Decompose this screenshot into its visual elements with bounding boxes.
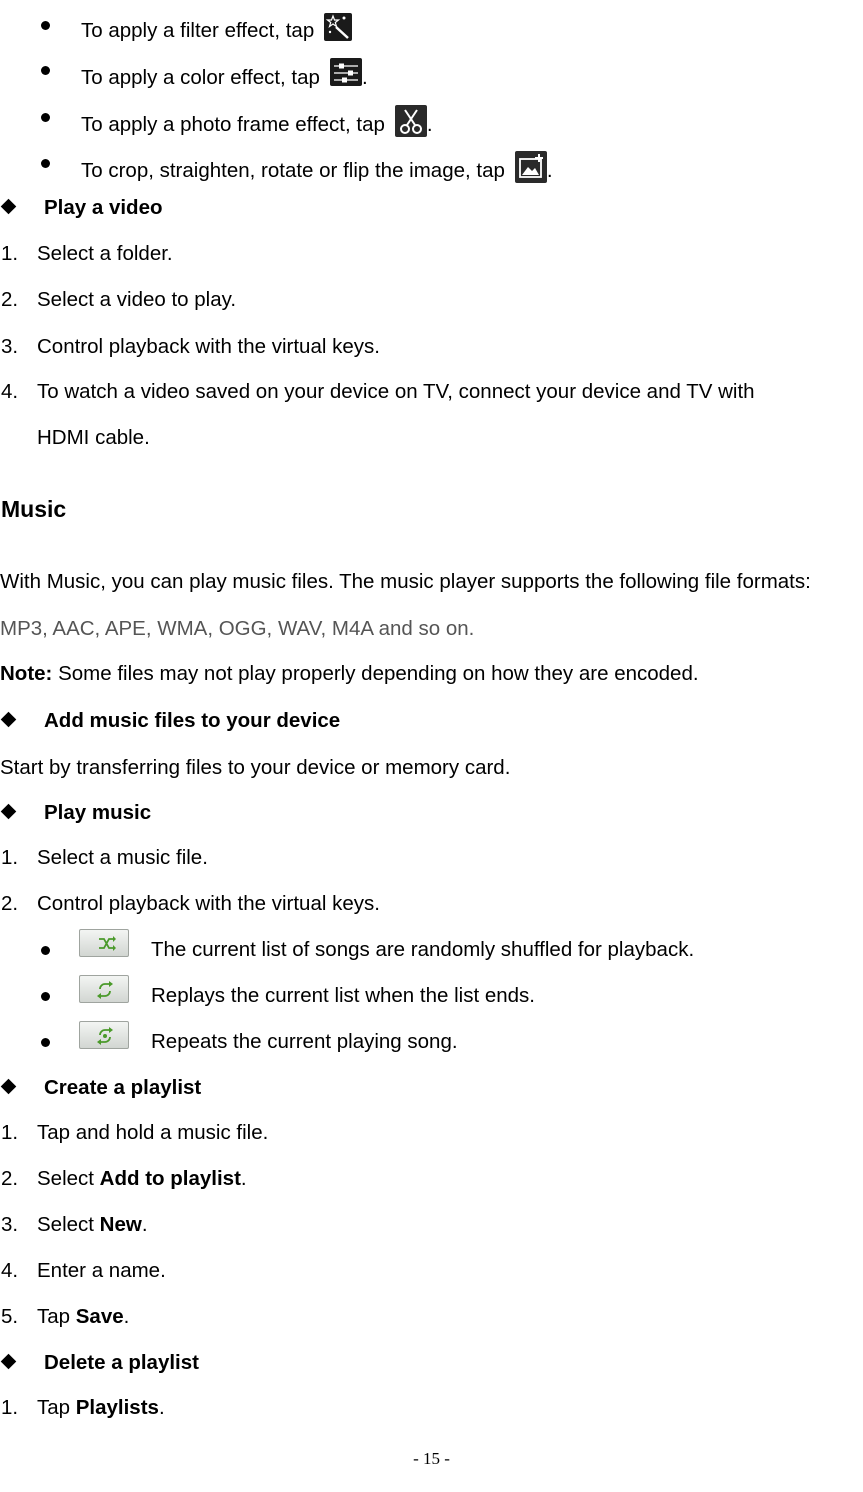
- diamond-bullet-icon: [1, 1079, 17, 1095]
- bullet-text: To apply a filter effect, tap: [81, 13, 352, 43]
- bullet-dot: [41, 113, 50, 122]
- note: [0, 662, 699, 686]
- step-text: Tap Playlists.: [37, 1396, 165, 1419]
- step-number: 2.: [1, 1167, 19, 1190]
- step-text: Enter a name.: [37, 1259, 166, 1282]
- magic-wand-icon: [324, 13, 352, 41]
- step-number: 1.: [1, 242, 19, 265]
- step-number: 1.: [1, 1121, 19, 1144]
- control-item: [0, 984, 863, 1014]
- control-description: Repeats the current playing song.: [151, 1030, 458, 1053]
- step-text: HDMI cable.: [37, 426, 150, 449]
- bullet-dot: [41, 159, 50, 168]
- step-text: Select Add to playlist.: [37, 1167, 247, 1190]
- step-number: 4.: [1, 380, 19, 403]
- step-text: Tap and hold a music file.: [37, 1121, 269, 1144]
- step-number: 2.: [1, 288, 19, 311]
- diamond-bullet-icon: [1, 712, 17, 728]
- step-number: 1.: [1, 1396, 19, 1419]
- bullet-dot: [41, 946, 50, 955]
- control-item: [0, 938, 863, 968]
- scissors-icon: [395, 105, 427, 137]
- step-number: 2.: [1, 892, 19, 915]
- music-formats: MP3, AAC, APE, WMA, OGG, WAV, M4A and so on.: [0, 617, 475, 640]
- step-number: 3.: [1, 1213, 19, 1236]
- note-label: Note:: [0, 662, 53, 685]
- step-text: Select New.: [37, 1213, 148, 1236]
- section-heading-add-music: Add music files to your device: [44, 709, 341, 732]
- diamond-bullet-icon: [1, 804, 17, 820]
- section-heading-create-playlist: Create a playlist: [44, 1076, 202, 1099]
- diamond-bullet-icon: [1, 1354, 17, 1370]
- repeat-one-icon: [79, 1021, 129, 1049]
- section-heading-play-video: Play a video: [44, 196, 163, 219]
- section-heading-play-music: Play music: [44, 801, 152, 824]
- section-title-music: Music: [1, 496, 67, 522]
- step-text: Select a video to play.: [37, 288, 237, 311]
- step-number: 5.: [1, 1305, 19, 1328]
- bullet-dot: [41, 1038, 50, 1047]
- step-text: Select a music file.: [37, 846, 208, 869]
- step-number: 4.: [1, 1259, 19, 1282]
- control-item: [0, 1030, 863, 1060]
- control-description: The current list of songs are randomly shuffled for playback.: [151, 938, 695, 961]
- add-music-text: Start by transferring files to your device or memory card.: [0, 756, 511, 779]
- step-number: 1.: [1, 846, 19, 869]
- bullet-dot: [41, 66, 50, 75]
- step-text: To watch a video saved on your device on TV, connect your device and TV with: [37, 380, 755, 403]
- bullet-text: To apply a color effect, tap .: [81, 58, 368, 90]
- step-text: Tap Save.: [37, 1305, 130, 1328]
- repeat-all-icon: [79, 975, 129, 1003]
- bullet-text: To apply a photo frame effect, tap .: [81, 105, 433, 137]
- step-text: Control playback with the virtual keys.: [37, 335, 380, 358]
- shuffle-icon: [79, 929, 129, 957]
- section-heading-delete-playlist: Delete a playlist: [44, 1351, 199, 1374]
- step-text: Select a folder.: [37, 242, 173, 265]
- crop-image-icon: [515, 151, 547, 183]
- step-number: 3.: [1, 335, 19, 358]
- page-number: - 15 -: [413, 1449, 450, 1468]
- color-sliders-icon: [330, 58, 362, 86]
- step-text: Control playback with the virtual keys.: [37, 892, 380, 915]
- bullet-dot: [41, 21, 50, 30]
- control-description: Replays the current list when the list ends.: [151, 984, 535, 1007]
- bullet-dot: [41, 992, 50, 1001]
- bullet-text: To crop, straighten, rotate or flip the image, tap .: [81, 151, 553, 183]
- note-text: Some files may not play properly depending on how they are encoded.: [58, 662, 699, 685]
- music-intro: With Music, you can play music files. The music player supports the following file formats:: [0, 570, 811, 593]
- diamond-bullet-icon: [1, 199, 17, 215]
